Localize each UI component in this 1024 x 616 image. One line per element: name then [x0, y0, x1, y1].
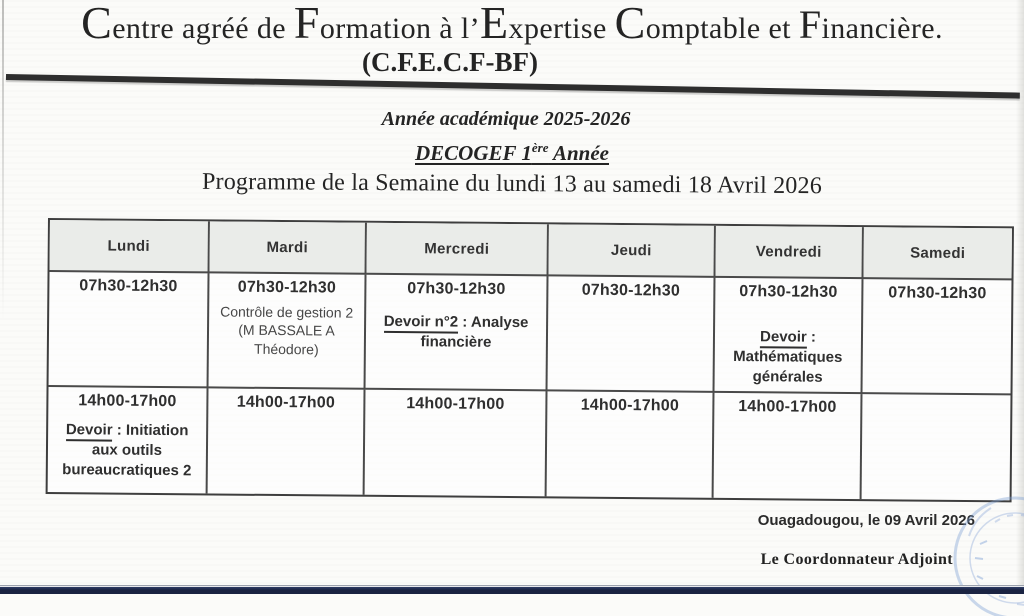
session-note-underlined: Devoir [66, 421, 113, 441]
day-header-samedi: Samedi [863, 227, 1011, 280]
place-date: Ouagadougou, le 09 Avril 2026 [757, 512, 975, 529]
bottom-window-edge [0, 585, 1024, 594]
session-note: Devoir n°2 : Analyse financière [383, 312, 529, 351]
day-header-lundi: Lundi [50, 220, 210, 273]
title-text: ormation à l’ [319, 12, 481, 45]
session-note: Contrôle de gestion 2 (M BASSALE A Théodore) [220, 303, 354, 358]
page-title [0, 0, 1024, 54]
session-note-underlined: Devoir [760, 328, 807, 348]
session-time: 07h30-12h30 [237, 278, 337, 297]
session-time: 07h30-12h30 [739, 283, 838, 301]
session-time: 14h00-17h00 [78, 392, 177, 411]
day-header-jeudi: Jeudi [549, 224, 716, 277]
session-note: Devoir : Mathématiques générales [733, 328, 843, 386]
session-time: 14h00-17h00 [236, 393, 336, 412]
week-title: Programme de la Semaine du lundi 13 au samedi 18 Avril 2026 [201, 168, 823, 200]
session-note-underlined: Devoir n°2 [384, 313, 459, 334]
cell-samedi-morning [862, 279, 1011, 395]
session-time: 14h00-17h00 [580, 396, 680, 415]
cell-vendredi-morning [714, 278, 863, 394]
session-time: 07h30-12h30 [79, 277, 178, 296]
cell-mercredi-morning [366, 275, 549, 392]
cell-mardi-afternoon [208, 388, 366, 494]
title-text: entre agréé de [112, 12, 294, 45]
program-name-text: DECOGEF 1ère Année [415, 140, 609, 165]
signatory-title: Le Coordonnateur Adjoint [760, 551, 953, 568]
ink-stamp-icon [925, 486, 1024, 616]
schedule-table [46, 218, 1014, 502]
cell-lundi-afternoon [48, 387, 209, 493]
title-initial-cap: F [293, 0, 320, 48]
session-note: Devoir : Initiation aux outils bureaucratiques 2 [62, 421, 192, 479]
session-time: 14h00-17h00 [406, 395, 505, 413]
cell-mercredi-afternoon [365, 390, 548, 497]
cell-jeudi-morning [548, 276, 716, 392]
cell-lundi-morning [49, 272, 210, 388]
title-initial-cap: F [798, 2, 822, 47]
title-text: xpertise [508, 12, 615, 45]
day-header-mercredi: Mercredi [367, 223, 549, 277]
day-header-mardi: Mardi [210, 221, 367, 274]
program-name [0, 140, 1024, 166]
academic-year: Année académique 2025-2026 [381, 108, 631, 130]
cell-jeudi-afternoon [547, 391, 715, 497]
cell-samedi-afternoon [862, 394, 1011, 500]
title-text: inancière. [821, 12, 943, 45]
title-initial-cap: C [81, 0, 113, 48]
session-time: 14h00-17h00 [738, 398, 837, 416]
title-text: omptable et [645, 12, 799, 45]
cell-mardi-morning [209, 273, 367, 389]
day-header-vendredi: Vendredi [716, 226, 864, 279]
title-initial-cap: C [614, 0, 646, 48]
session-time: 07h30-12h30 [581, 281, 681, 300]
org-acronym: (C.F.E.C.F-BF) [362, 47, 538, 77]
session-time: 07h30-12h30 [407, 280, 506, 298]
session-time: 07h30-12h30 [888, 284, 987, 303]
cell-vendredi-afternoon [714, 393, 863, 499]
title-initial-cap: E [480, 0, 509, 48]
